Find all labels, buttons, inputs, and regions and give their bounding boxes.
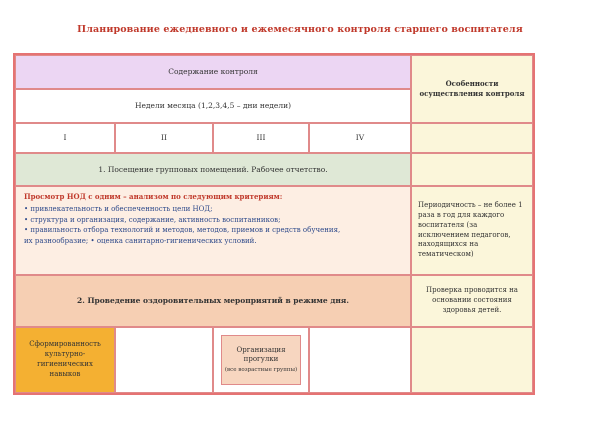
week-col-2 — [115, 123, 213, 153]
header-content-label: Содержание контроля — [168, 67, 258, 77]
page-title: Планирование ежедневного и ежемесячного контроля старшего воспитателя — [77, 24, 523, 35]
criteria-bullet-4: их разнообразие; • оценка санитарно-гигиенических условий. — [24, 237, 257, 245]
bottom-empty-4 — [309, 327, 411, 393]
weeks-label-cell — [15, 89, 411, 123]
bottom-empty-2 — [115, 327, 213, 393]
week-col-4 — [309, 123, 411, 153]
weeks-label: Недели месяца (1,2,3,4,5 – дни недели) — [134, 101, 292, 111]
bottom-mid-cell — [213, 327, 309, 393]
criteria-bullet-3: • правильность отбора технологий и методов, методов, приемов и средств обучения, — [24, 226, 341, 235]
week-col-3-label: III — [256, 133, 266, 143]
criteria-side-note-cell — [411, 186, 533, 275]
bottom-right-cell — [411, 327, 533, 393]
week-col-2-label: II — [161, 133, 167, 143]
criteria-heading: Просмотр НОД с одним – анализом по следующим критериям: — [24, 192, 283, 201]
week-col-3 — [213, 123, 309, 153]
week-col-4-label: IV — [355, 133, 365, 143]
row1-cell — [15, 153, 411, 186]
week-col-1-label: I — [63, 133, 67, 143]
bottom-mid-sub: (все возрастные группы) — [224, 366, 298, 373]
control-plan-table — [13, 53, 535, 395]
bottom-left-label: Сформированность культурно-гигиенических навыков — [29, 340, 101, 378]
bottom-mid-inner — [221, 335, 301, 385]
week-col-1 — [15, 123, 115, 153]
row2-note-cell — [411, 275, 533, 327]
header-features-label: Особенности осуществления контроля — [419, 79, 525, 98]
row2-note: Проверка проводится на основании состояния здоровья детей. — [426, 286, 518, 314]
row1-label: 1. Посещение групповых помещений. Рабочее отчетство. — [98, 164, 328, 174]
criteria-bullet-1: • привлекательность и обеспеченность цели НОД; — [24, 204, 213, 213]
header-content-cell — [15, 55, 411, 89]
row2-cell — [15, 275, 411, 327]
row1-right-cell — [411, 153, 533, 186]
row2-label: 2. Проведение оздоровительных мероприятий в режиме дня. — [77, 296, 349, 306]
header-features-cell — [411, 55, 533, 123]
week-col-right-empty — [411, 123, 533, 153]
bottom-mid-title: Организация прогулки — [236, 346, 286, 364]
criteria-bullet-2: • структура и организация, содержание, активность воспитанников; — [24, 215, 281, 224]
bottom-left-cell — [15, 327, 115, 393]
criteria-side-note: Периодичность – не более 1 раза в год для каждого воспитателя (за исключением педагогов, находящихся на тематическом) — [418, 201, 523, 259]
criteria-block — [15, 186, 411, 275]
